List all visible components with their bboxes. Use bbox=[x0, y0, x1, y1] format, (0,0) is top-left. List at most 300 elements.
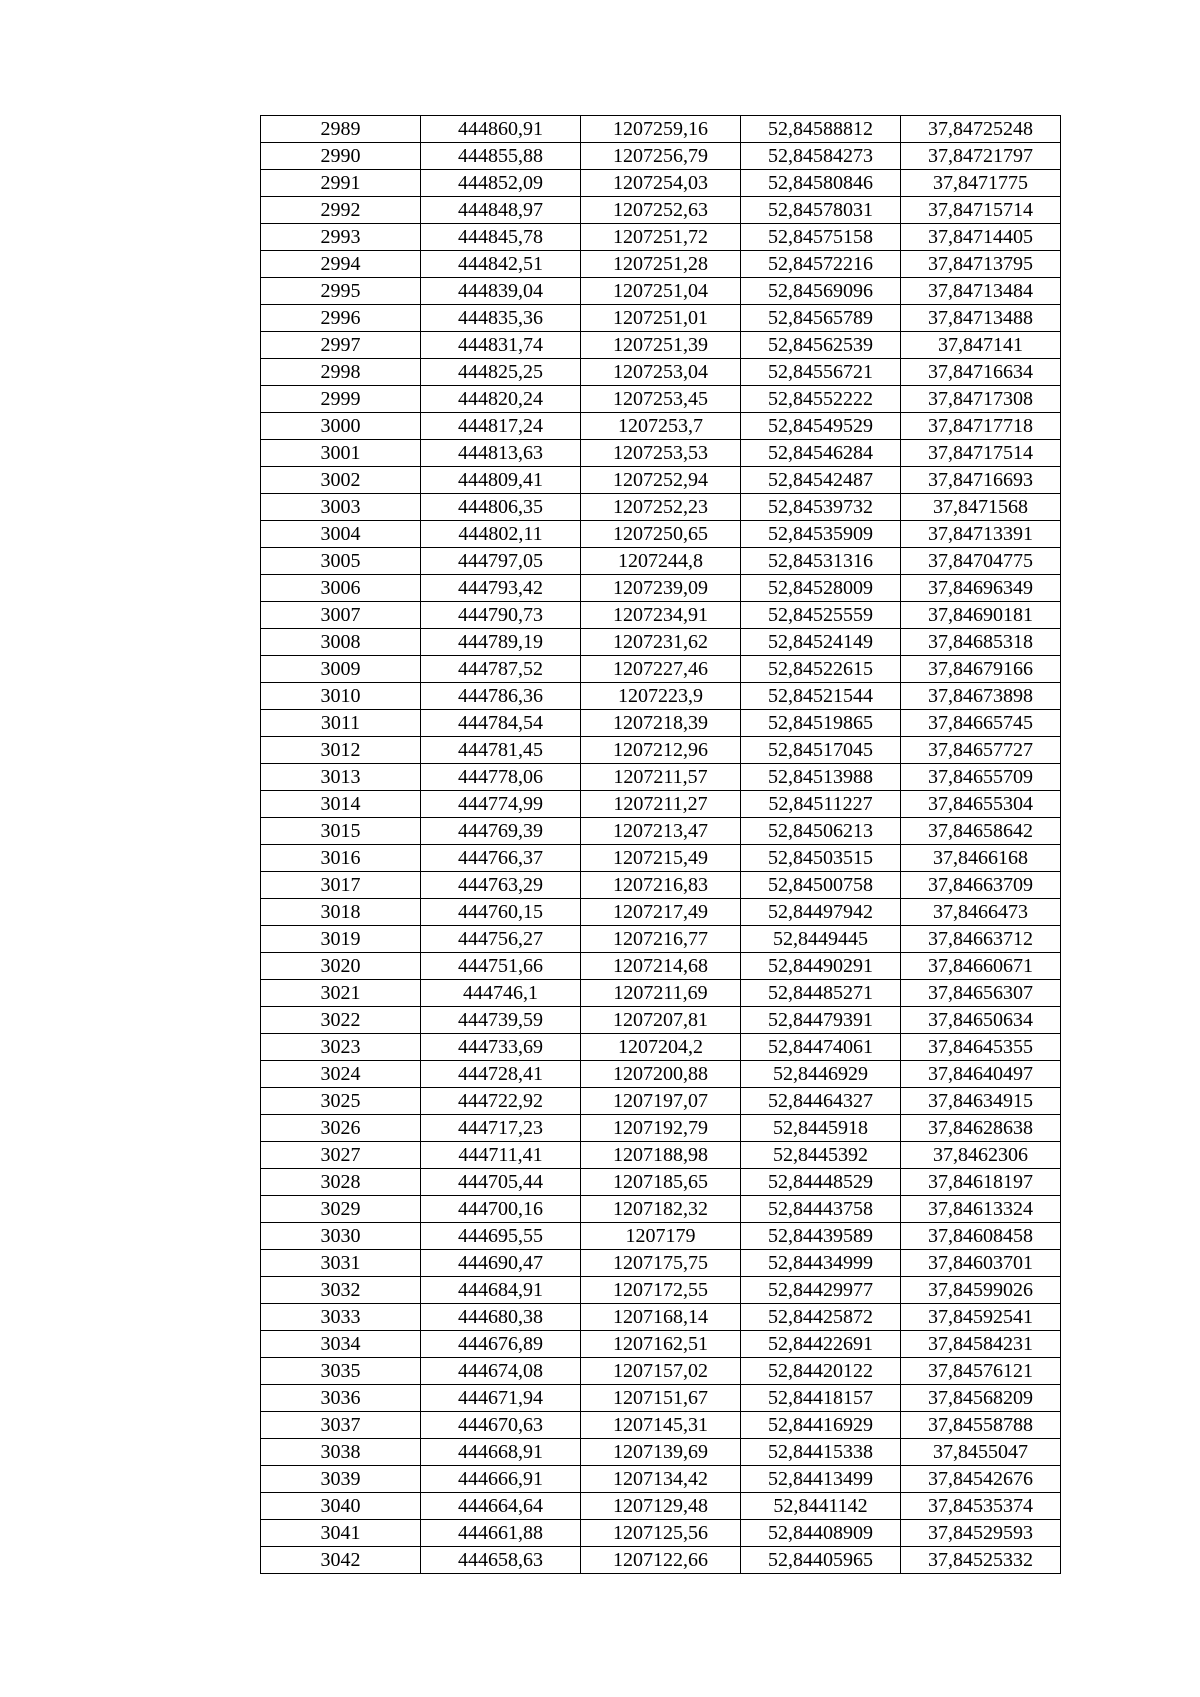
cell-y-coordinate: 1207172,55 bbox=[581, 1277, 741, 1304]
cell-longitude: 37,84717514 bbox=[901, 440, 1061, 467]
cell-latitude: 52,84552222 bbox=[741, 386, 901, 413]
cell-point-number: 3037 bbox=[261, 1412, 421, 1439]
cell-latitude: 52,84522615 bbox=[741, 656, 901, 683]
cell-y-coordinate: 1207251,04 bbox=[581, 278, 741, 305]
cell-longitude: 37,84645355 bbox=[901, 1034, 1061, 1061]
cell-point-number: 3032 bbox=[261, 1277, 421, 1304]
cell-longitude: 37,84713488 bbox=[901, 305, 1061, 332]
cell-y-coordinate: 1207253,7 bbox=[581, 413, 741, 440]
cell-latitude: 52,8449445 bbox=[741, 926, 901, 953]
table-row bbox=[261, 1358, 1061, 1385]
cell-latitude: 52,84485271 bbox=[741, 980, 901, 1007]
cell-y-coordinate: 1207197,07 bbox=[581, 1088, 741, 1115]
cell-y-coordinate: 1207139,69 bbox=[581, 1439, 741, 1466]
cell-x-coordinate: 444813,63 bbox=[421, 440, 581, 467]
cell-point-number: 2989 bbox=[261, 116, 421, 143]
cell-y-coordinate: 1207157,02 bbox=[581, 1358, 741, 1385]
table-row bbox=[261, 1142, 1061, 1169]
table-row bbox=[261, 1466, 1061, 1493]
cell-latitude: 52,84572216 bbox=[741, 251, 901, 278]
cell-latitude: 52,84497942 bbox=[741, 899, 901, 926]
cell-latitude: 52,84434999 bbox=[741, 1250, 901, 1277]
cell-x-coordinate: 444831,74 bbox=[421, 332, 581, 359]
cell-x-coordinate: 444845,78 bbox=[421, 224, 581, 251]
cell-x-coordinate: 444680,38 bbox=[421, 1304, 581, 1331]
cell-x-coordinate: 444690,47 bbox=[421, 1250, 581, 1277]
cell-x-coordinate: 444848,97 bbox=[421, 197, 581, 224]
cell-point-number: 3028 bbox=[261, 1169, 421, 1196]
cell-longitude: 37,84656307 bbox=[901, 980, 1061, 1007]
cell-latitude: 52,84429977 bbox=[741, 1277, 901, 1304]
cell-latitude: 52,84580846 bbox=[741, 170, 901, 197]
table-row bbox=[261, 1493, 1061, 1520]
cell-latitude: 52,84535909 bbox=[741, 521, 901, 548]
cell-x-coordinate: 444739,59 bbox=[421, 1007, 581, 1034]
cell-y-coordinate: 1207251,39 bbox=[581, 332, 741, 359]
cell-x-coordinate: 444781,45 bbox=[421, 737, 581, 764]
cell-y-coordinate: 1207213,47 bbox=[581, 818, 741, 845]
cell-x-coordinate: 444671,94 bbox=[421, 1385, 581, 1412]
cell-latitude: 52,84420122 bbox=[741, 1358, 901, 1385]
cell-point-number: 3000 bbox=[261, 413, 421, 440]
cell-latitude: 52,84562539 bbox=[741, 332, 901, 359]
cell-longitude: 37,84535374 bbox=[901, 1493, 1061, 1520]
table-row bbox=[261, 197, 1061, 224]
cell-point-number: 3001 bbox=[261, 440, 421, 467]
cell-latitude: 52,84524149 bbox=[741, 629, 901, 656]
cell-latitude: 52,8441142 bbox=[741, 1493, 901, 1520]
cell-latitude: 52,84422691 bbox=[741, 1331, 901, 1358]
cell-x-coordinate: 444760,15 bbox=[421, 899, 581, 926]
table-row bbox=[261, 1547, 1061, 1574]
cell-longitude: 37,84713484 bbox=[901, 278, 1061, 305]
cell-longitude: 37,84716634 bbox=[901, 359, 1061, 386]
table-row bbox=[261, 1115, 1061, 1142]
cell-latitude: 52,84531316 bbox=[741, 548, 901, 575]
cell-x-coordinate: 444668,91 bbox=[421, 1439, 581, 1466]
cell-longitude: 37,84576121 bbox=[901, 1358, 1061, 1385]
cell-latitude: 52,84490291 bbox=[741, 953, 901, 980]
cell-y-coordinate: 1207244,8 bbox=[581, 548, 741, 575]
cell-point-number: 3017 bbox=[261, 872, 421, 899]
cell-point-number: 3040 bbox=[261, 1493, 421, 1520]
cell-latitude: 52,84418157 bbox=[741, 1385, 901, 1412]
cell-x-coordinate: 444658,63 bbox=[421, 1547, 581, 1574]
table-row bbox=[261, 440, 1061, 467]
cell-x-coordinate: 444700,16 bbox=[421, 1196, 581, 1223]
cell-point-number: 3039 bbox=[261, 1466, 421, 1493]
cell-latitude: 52,84521544 bbox=[741, 683, 901, 710]
cell-longitude: 37,84665745 bbox=[901, 710, 1061, 737]
cell-latitude: 52,84549529 bbox=[741, 413, 901, 440]
cell-longitude: 37,84679166 bbox=[901, 656, 1061, 683]
cell-latitude: 52,84542487 bbox=[741, 467, 901, 494]
cell-y-coordinate: 1207250,65 bbox=[581, 521, 741, 548]
cell-longitude: 37,84714405 bbox=[901, 224, 1061, 251]
cell-x-coordinate: 444852,09 bbox=[421, 170, 581, 197]
cell-x-coordinate: 444806,35 bbox=[421, 494, 581, 521]
cell-x-coordinate: 444817,24 bbox=[421, 413, 581, 440]
cell-longitude: 37,84542676 bbox=[901, 1466, 1061, 1493]
cell-point-number: 3009 bbox=[261, 656, 421, 683]
cell-point-number: 2996 bbox=[261, 305, 421, 332]
cell-longitude: 37,84525332 bbox=[901, 1547, 1061, 1574]
cell-x-coordinate: 444769,39 bbox=[421, 818, 581, 845]
cell-point-number: 3007 bbox=[261, 602, 421, 629]
table-row bbox=[261, 953, 1061, 980]
cell-x-coordinate: 444790,73 bbox=[421, 602, 581, 629]
table-row bbox=[261, 170, 1061, 197]
cell-point-number: 3011 bbox=[261, 710, 421, 737]
cell-latitude: 52,84439589 bbox=[741, 1223, 901, 1250]
table-row bbox=[261, 926, 1061, 953]
cell-y-coordinate: 1207251,72 bbox=[581, 224, 741, 251]
cell-point-number: 3026 bbox=[261, 1115, 421, 1142]
cell-longitude: 37,84721797 bbox=[901, 143, 1061, 170]
cell-x-coordinate: 444766,37 bbox=[421, 845, 581, 872]
cell-latitude: 52,84578031 bbox=[741, 197, 901, 224]
cell-longitude: 37,84715714 bbox=[901, 197, 1061, 224]
cell-latitude: 52,8446929 bbox=[741, 1061, 901, 1088]
cell-latitude: 52,84525559 bbox=[741, 602, 901, 629]
table-row bbox=[261, 845, 1061, 872]
cell-point-number: 2999 bbox=[261, 386, 421, 413]
cell-y-coordinate: 1207216,83 bbox=[581, 872, 741, 899]
table-row bbox=[261, 359, 1061, 386]
table-row bbox=[261, 413, 1061, 440]
cell-y-coordinate: 1207182,32 bbox=[581, 1196, 741, 1223]
cell-point-number: 3008 bbox=[261, 629, 421, 656]
cell-x-coordinate: 444666,91 bbox=[421, 1466, 581, 1493]
cell-latitude: 52,84413499 bbox=[741, 1466, 901, 1493]
table-row bbox=[261, 1304, 1061, 1331]
cell-point-number: 2995 bbox=[261, 278, 421, 305]
cell-latitude: 52,84546284 bbox=[741, 440, 901, 467]
cell-longitude: 37,84663709 bbox=[901, 872, 1061, 899]
table-row bbox=[261, 1007, 1061, 1034]
cell-x-coordinate: 444809,41 bbox=[421, 467, 581, 494]
cell-longitude: 37,84628638 bbox=[901, 1115, 1061, 1142]
cell-longitude: 37,84716693 bbox=[901, 467, 1061, 494]
cell-point-number: 3014 bbox=[261, 791, 421, 818]
cell-y-coordinate: 1207207,81 bbox=[581, 1007, 741, 1034]
cell-y-coordinate: 1207256,79 bbox=[581, 143, 741, 170]
table-row bbox=[261, 521, 1061, 548]
cell-x-coordinate: 444802,11 bbox=[421, 521, 581, 548]
table-row bbox=[261, 467, 1061, 494]
table-row bbox=[261, 1196, 1061, 1223]
cell-latitude: 52,84500758 bbox=[741, 872, 901, 899]
cell-x-coordinate: 444711,41 bbox=[421, 1142, 581, 1169]
cell-longitude: 37,84655304 bbox=[901, 791, 1061, 818]
cell-longitude: 37,84640497 bbox=[901, 1061, 1061, 1088]
cell-x-coordinate: 444787,52 bbox=[421, 656, 581, 683]
cell-y-coordinate: 1207212,96 bbox=[581, 737, 741, 764]
cell-y-coordinate: 1207215,49 bbox=[581, 845, 741, 872]
cell-latitude: 52,84511227 bbox=[741, 791, 901, 818]
cell-y-coordinate: 1207192,79 bbox=[581, 1115, 741, 1142]
cell-x-coordinate: 444786,36 bbox=[421, 683, 581, 710]
cell-latitude: 52,84565789 bbox=[741, 305, 901, 332]
cell-y-coordinate: 1207227,46 bbox=[581, 656, 741, 683]
cell-point-number: 3002 bbox=[261, 467, 421, 494]
cell-longitude: 37,84657727 bbox=[901, 737, 1061, 764]
cell-y-coordinate: 1207185,65 bbox=[581, 1169, 741, 1196]
cell-longitude: 37,84717308 bbox=[901, 386, 1061, 413]
cell-longitude: 37,84685318 bbox=[901, 629, 1061, 656]
cell-y-coordinate: 1207252,63 bbox=[581, 197, 741, 224]
cell-point-number: 3012 bbox=[261, 737, 421, 764]
table-row bbox=[261, 764, 1061, 791]
cell-longitude: 37,84558788 bbox=[901, 1412, 1061, 1439]
cell-y-coordinate: 1207252,94 bbox=[581, 467, 741, 494]
cell-y-coordinate: 1207253,45 bbox=[581, 386, 741, 413]
cell-point-number: 2991 bbox=[261, 170, 421, 197]
table-row bbox=[261, 1331, 1061, 1358]
table-row bbox=[261, 872, 1061, 899]
cell-latitude: 52,8445918 bbox=[741, 1115, 901, 1142]
table-row bbox=[261, 224, 1061, 251]
cell-point-number: 3034 bbox=[261, 1331, 421, 1358]
cell-latitude: 52,84448529 bbox=[741, 1169, 901, 1196]
cell-longitude: 37,84650634 bbox=[901, 1007, 1061, 1034]
cell-x-coordinate: 444855,88 bbox=[421, 143, 581, 170]
table-row bbox=[261, 278, 1061, 305]
table-row bbox=[261, 656, 1061, 683]
cell-y-coordinate: 1207175,75 bbox=[581, 1250, 741, 1277]
cell-longitude: 37,84655709 bbox=[901, 764, 1061, 791]
cell-point-number: 3023 bbox=[261, 1034, 421, 1061]
cell-x-coordinate: 444825,25 bbox=[421, 359, 581, 386]
cell-longitude: 37,84613324 bbox=[901, 1196, 1061, 1223]
cell-longitude: 37,84660671 bbox=[901, 953, 1061, 980]
table-row bbox=[261, 1169, 1061, 1196]
cell-x-coordinate: 444684,91 bbox=[421, 1277, 581, 1304]
cell-y-coordinate: 1207214,68 bbox=[581, 953, 741, 980]
table-row bbox=[261, 629, 1061, 656]
table-row bbox=[261, 548, 1061, 575]
table-row bbox=[261, 710, 1061, 737]
coordinates-table bbox=[260, 115, 1061, 1574]
cell-longitude: 37,8466168 bbox=[901, 845, 1061, 872]
cell-longitude: 37,84529593 bbox=[901, 1520, 1061, 1547]
cell-x-coordinate: 444728,41 bbox=[421, 1061, 581, 1088]
table-row bbox=[261, 791, 1061, 818]
cell-longitude: 37,8466473 bbox=[901, 899, 1061, 926]
cell-longitude: 37,84673898 bbox=[901, 683, 1061, 710]
cell-longitude: 37,84634915 bbox=[901, 1088, 1061, 1115]
cell-latitude: 52,84479391 bbox=[741, 1007, 901, 1034]
table-row bbox=[261, 251, 1061, 278]
cell-latitude: 52,84425872 bbox=[741, 1304, 901, 1331]
cell-x-coordinate: 444705,44 bbox=[421, 1169, 581, 1196]
cell-y-coordinate: 1207217,49 bbox=[581, 899, 741, 926]
cell-x-coordinate: 444746,1 bbox=[421, 980, 581, 1007]
cell-point-number: 2993 bbox=[261, 224, 421, 251]
cell-point-number: 3038 bbox=[261, 1439, 421, 1466]
cell-latitude: 52,84519865 bbox=[741, 710, 901, 737]
cell-point-number: 3027 bbox=[261, 1142, 421, 1169]
cell-y-coordinate: 1207253,04 bbox=[581, 359, 741, 386]
table-row bbox=[261, 602, 1061, 629]
cell-point-number: 3031 bbox=[261, 1250, 421, 1277]
cell-latitude: 52,84443758 bbox=[741, 1196, 901, 1223]
cell-y-coordinate: 1207239,09 bbox=[581, 575, 741, 602]
cell-x-coordinate: 444763,29 bbox=[421, 872, 581, 899]
cell-longitude: 37,84725248 bbox=[901, 116, 1061, 143]
cell-point-number: 3019 bbox=[261, 926, 421, 953]
cell-x-coordinate: 444670,63 bbox=[421, 1412, 581, 1439]
cell-longitude: 37,84568209 bbox=[901, 1385, 1061, 1412]
table-row bbox=[261, 1034, 1061, 1061]
cell-x-coordinate: 444664,64 bbox=[421, 1493, 581, 1520]
cell-point-number: 3013 bbox=[261, 764, 421, 791]
cell-x-coordinate: 444717,23 bbox=[421, 1115, 581, 1142]
cell-longitude: 37,84608458 bbox=[901, 1223, 1061, 1250]
cell-latitude: 52,84474061 bbox=[741, 1034, 901, 1061]
cell-y-coordinate: 1207218,39 bbox=[581, 710, 741, 737]
table-row bbox=[261, 737, 1061, 764]
cell-x-coordinate: 444860,91 bbox=[421, 116, 581, 143]
cell-latitude: 52,84569096 bbox=[741, 278, 901, 305]
cell-y-coordinate: 1207216,77 bbox=[581, 926, 741, 953]
cell-latitude: 52,84517045 bbox=[741, 737, 901, 764]
cell-point-number: 3033 bbox=[261, 1304, 421, 1331]
cell-y-coordinate: 1207151,67 bbox=[581, 1385, 741, 1412]
cell-longitude: 37,84618197 bbox=[901, 1169, 1061, 1196]
cell-point-number: 2994 bbox=[261, 251, 421, 278]
coordinates-table-body bbox=[261, 116, 1061, 1574]
cell-latitude: 52,84405965 bbox=[741, 1547, 901, 1574]
cell-y-coordinate: 1207179 bbox=[581, 1223, 741, 1250]
cell-x-coordinate: 444797,05 bbox=[421, 548, 581, 575]
cell-latitude: 52,84416929 bbox=[741, 1412, 901, 1439]
table-row bbox=[261, 899, 1061, 926]
cell-longitude: 37,84658642 bbox=[901, 818, 1061, 845]
cell-point-number: 3003 bbox=[261, 494, 421, 521]
cell-x-coordinate: 444722,92 bbox=[421, 1088, 581, 1115]
cell-point-number: 3021 bbox=[261, 980, 421, 1007]
table-row bbox=[261, 305, 1061, 332]
cell-longitude: 37,84584231 bbox=[901, 1331, 1061, 1358]
cell-point-number: 3004 bbox=[261, 521, 421, 548]
cell-x-coordinate: 444784,54 bbox=[421, 710, 581, 737]
table-row bbox=[261, 1439, 1061, 1466]
cell-y-coordinate: 1207200,88 bbox=[581, 1061, 741, 1088]
cell-x-coordinate: 444756,27 bbox=[421, 926, 581, 953]
table-row bbox=[261, 980, 1061, 1007]
cell-point-number: 2992 bbox=[261, 197, 421, 224]
cell-longitude: 37,84603701 bbox=[901, 1250, 1061, 1277]
cell-y-coordinate: 1207251,28 bbox=[581, 251, 741, 278]
cell-point-number: 3016 bbox=[261, 845, 421, 872]
cell-x-coordinate: 444751,66 bbox=[421, 953, 581, 980]
cell-x-coordinate: 444820,24 bbox=[421, 386, 581, 413]
cell-latitude: 52,84503515 bbox=[741, 845, 901, 872]
cell-y-coordinate: 1207125,56 bbox=[581, 1520, 741, 1547]
cell-x-coordinate: 444676,89 bbox=[421, 1331, 581, 1358]
cell-x-coordinate: 444842,51 bbox=[421, 251, 581, 278]
cell-y-coordinate: 1207145,31 bbox=[581, 1412, 741, 1439]
table-row bbox=[261, 143, 1061, 170]
cell-y-coordinate: 1207188,98 bbox=[581, 1142, 741, 1169]
cell-point-number: 3036 bbox=[261, 1385, 421, 1412]
cell-x-coordinate: 444789,19 bbox=[421, 629, 581, 656]
cell-longitude: 37,84713795 bbox=[901, 251, 1061, 278]
cell-y-coordinate: 1207231,62 bbox=[581, 629, 741, 656]
cell-y-coordinate: 1207211,57 bbox=[581, 764, 741, 791]
cell-y-coordinate: 1207254,03 bbox=[581, 170, 741, 197]
table-row bbox=[261, 575, 1061, 602]
cell-longitude: 37,84717718 bbox=[901, 413, 1061, 440]
table-row bbox=[261, 818, 1061, 845]
cell-latitude: 52,84415338 bbox=[741, 1439, 901, 1466]
table-row bbox=[261, 1520, 1061, 1547]
cell-y-coordinate: 1207251,01 bbox=[581, 305, 741, 332]
cell-point-number: 3022 bbox=[261, 1007, 421, 1034]
cell-latitude: 52,84575158 bbox=[741, 224, 901, 251]
cell-y-coordinate: 1207211,69 bbox=[581, 980, 741, 1007]
cell-point-number: 3015 bbox=[261, 818, 421, 845]
cell-point-number: 3006 bbox=[261, 575, 421, 602]
table-row bbox=[261, 1277, 1061, 1304]
table-row bbox=[261, 494, 1061, 521]
cell-longitude: 37,8471568 bbox=[901, 494, 1061, 521]
cell-y-coordinate: 1207234,91 bbox=[581, 602, 741, 629]
cell-point-number: 2998 bbox=[261, 359, 421, 386]
cell-point-number: 3024 bbox=[261, 1061, 421, 1088]
cell-longitude: 37,847141 bbox=[901, 332, 1061, 359]
cell-point-number: 3042 bbox=[261, 1547, 421, 1574]
cell-point-number: 3020 bbox=[261, 953, 421, 980]
cell-y-coordinate: 1207122,66 bbox=[581, 1547, 741, 1574]
cell-point-number: 3030 bbox=[261, 1223, 421, 1250]
table-row bbox=[261, 1385, 1061, 1412]
cell-x-coordinate: 444674,08 bbox=[421, 1358, 581, 1385]
cell-longitude: 37,84599026 bbox=[901, 1277, 1061, 1304]
cell-y-coordinate: 1207168,14 bbox=[581, 1304, 741, 1331]
table-row bbox=[261, 116, 1061, 143]
cell-y-coordinate: 1207204,2 bbox=[581, 1034, 741, 1061]
cell-longitude: 37,84663712 bbox=[901, 926, 1061, 953]
cell-latitude: 52,84528009 bbox=[741, 575, 901, 602]
cell-longitude: 37,8455047 bbox=[901, 1439, 1061, 1466]
table-row bbox=[261, 683, 1061, 710]
cell-longitude: 37,84713391 bbox=[901, 521, 1061, 548]
cell-y-coordinate: 1207252,23 bbox=[581, 494, 741, 521]
cell-y-coordinate: 1207162,51 bbox=[581, 1331, 741, 1358]
table-row bbox=[261, 1250, 1061, 1277]
table-row bbox=[261, 386, 1061, 413]
cell-y-coordinate: 1207223,9 bbox=[581, 683, 741, 710]
cell-point-number: 3018 bbox=[261, 899, 421, 926]
cell-x-coordinate: 444793,42 bbox=[421, 575, 581, 602]
table-row bbox=[261, 1061, 1061, 1088]
cell-latitude: 52,84584273 bbox=[741, 143, 901, 170]
cell-x-coordinate: 444839,04 bbox=[421, 278, 581, 305]
cell-latitude: 52,84556721 bbox=[741, 359, 901, 386]
cell-longitude: 37,84696349 bbox=[901, 575, 1061, 602]
cell-latitude: 52,84539732 bbox=[741, 494, 901, 521]
cell-latitude: 52,84506213 bbox=[741, 818, 901, 845]
cell-point-number: 3010 bbox=[261, 683, 421, 710]
cell-longitude: 37,84592541 bbox=[901, 1304, 1061, 1331]
table-row bbox=[261, 1223, 1061, 1250]
table-row bbox=[261, 332, 1061, 359]
cell-x-coordinate: 444661,88 bbox=[421, 1520, 581, 1547]
table-row bbox=[261, 1412, 1061, 1439]
cell-longitude: 37,84704775 bbox=[901, 548, 1061, 575]
